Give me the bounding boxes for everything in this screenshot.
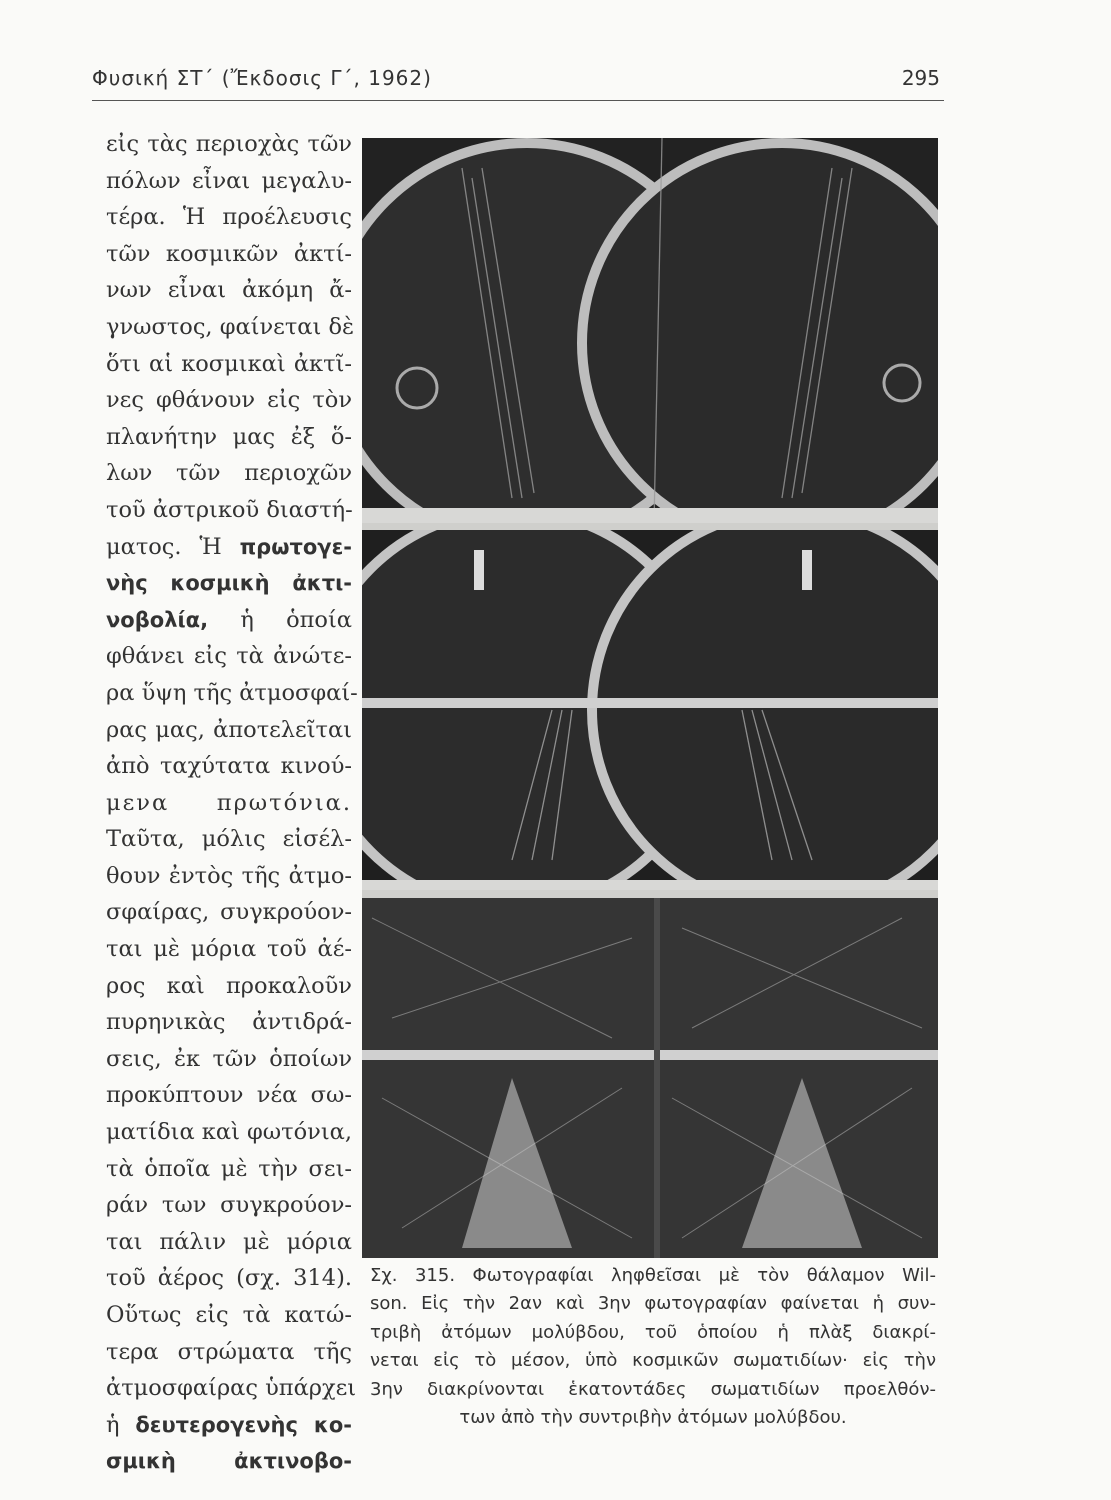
text-line: ται μὲ μόρια τοῦ ἀέ-: [106, 936, 352, 963]
text-line: πόλων εἶναι μεγαλυ-: [106, 167, 352, 194]
text-line: ἀτμοσφαίρας ὑπάρχει: [106, 1375, 357, 1402]
text-line: μενα πρωτόνια.: [106, 789, 352, 816]
cloud-chamber-photo: [362, 898, 938, 1258]
caption-line: Σχ. 315. Φωτογραφίαι ληφθεῖσαι μὲ τὸν θάλαμον Wil-: [370, 1265, 936, 1286]
text-segment: ἡ: [106, 1411, 136, 1438]
text-line: τοῦ ἀστρικοῦ διαστή-: [106, 496, 353, 523]
text-line: προκύπτουν νέα σω-: [106, 1082, 352, 1109]
text-line: σφαίρας, συγκρούον-: [106, 899, 352, 926]
text-line: γνωστος, φαίνεται δὲ: [106, 313, 355, 340]
text-segment: ματος. Ἡ: [106, 533, 240, 560]
text-line: ρας μας, ἀποτελεῖται: [106, 716, 352, 743]
text-line: λων τῶν περιοχῶν: [106, 460, 352, 487]
caption-line: son. Εἰς τὴν 2αν καὶ 3ην φωτογραφίαν φαίνεται ἡ συν-: [370, 1293, 936, 1315]
text-line: ράν των συγκρούον-: [106, 1192, 352, 1219]
text-line: νες φθάνουν εἰς τὸν: [106, 387, 352, 414]
text-line-mixed: [106, 529, 352, 566]
caption-line: νεται εἰς τὸ μέσον, ὑπὸ κοσμικῶν σωματιδίων· εἰς τὴν: [370, 1350, 936, 1372]
cloud-chamber-photo: [362, 530, 938, 890]
text-line: ρος καὶ προκαλοῦν: [106, 972, 352, 999]
header-title: Φυσική ΣΤ΄ (Ἔκδοσις Γ΄, 1962): [92, 66, 432, 90]
text-line: φθάνει εἰς τὰ ἀνώτε-: [106, 643, 352, 670]
text-line: εἰς τὰς περιοχὰς τῶν: [106, 131, 352, 157]
photo-panel-1: [362, 138, 938, 523]
page-number: 295: [901, 66, 940, 90]
text-line: τὰ ὁποῖα μὲ τὴν σει-: [106, 1155, 352, 1182]
bold-term: πρωτογε-: [239, 534, 352, 559]
text-line: Ταῦτα, μόλις εἰσέλ-: [106, 826, 352, 853]
bold-term: νοβολία,: [106, 607, 209, 632]
photo-panel-3: [362, 898, 938, 1258]
text-line-mixed: [106, 1407, 352, 1444]
text-line: τῶν κοσμικῶν ἀκτί-: [106, 240, 352, 267]
text-line: τερα στρώματα τῆς: [106, 1338, 352, 1365]
bold-term: δευτερογενὴς κο-: [135, 1412, 352, 1437]
text-line: ρα ὕψη τῆς ἀτμοσφαί-: [106, 679, 358, 706]
text-line: πλανήτην μας ἐξ ὅ-: [106, 423, 352, 450]
figure-caption: [370, 1262, 936, 1432]
caption-line: 3ην διακρίνονται ἑκατοντάδες σωματιδίων προελθόν-: [370, 1378, 936, 1400]
running-header: [92, 64, 944, 101]
text-line: σεις, ἐκ τῶν ὁποίων: [106, 1045, 352, 1072]
text-line-mixed: [106, 1443, 352, 1480]
text-line: Οὕτως εἰς τὰ κατώ-: [106, 1302, 352, 1328]
text-line: ματίδια καὶ φωτόνια,: [106, 1119, 352, 1146]
text-line: ὅτι αἱ κοσμικαὶ ἀκτῖ-: [106, 350, 352, 377]
text-line-mixed: [106, 602, 352, 639]
photo-panel-2: [362, 530, 938, 890]
cloud-chamber-figure: [362, 138, 938, 1258]
cloud-chamber-photo: [362, 138, 938, 523]
text-line: ἀπὸ ταχύτατα κινού-: [106, 753, 352, 780]
bold-term: νὴς κοσμικὴ ἀκτι-: [106, 571, 352, 596]
caption-line: των ἀπὸ τὴν συντριβὴν ἀτόμων μολύβδου.: [459, 1407, 847, 1429]
text-line: τέρα. Ἡ προέλευσις: [106, 204, 352, 231]
caption-line: τριβὴ ἀτόμων μολύβδου, τοῦ ὁποίου ἡ πλὰξ διακρί-: [370, 1321, 936, 1343]
text-segment: ἡ ὁποία: [208, 606, 352, 633]
text-line: τοῦ ἀέρος (σχ. 314).: [106, 1265, 352, 1292]
bold-term: ἀκτινοβο-: [234, 1449, 352, 1474]
text-line: θουν ἐντὸς τῆς ἀτμο-: [106, 862, 352, 889]
text-line: ται πάλιν μὲ μόρια: [106, 1228, 352, 1255]
bold-term: σμικὴ: [106, 1449, 176, 1474]
text-line: νων εἶναι ἀκόμη ἄ-: [106, 277, 352, 304]
text-line: πυρηνικὰς ἀντιδρά-: [106, 1009, 352, 1036]
body-text-column: [106, 126, 358, 1480]
